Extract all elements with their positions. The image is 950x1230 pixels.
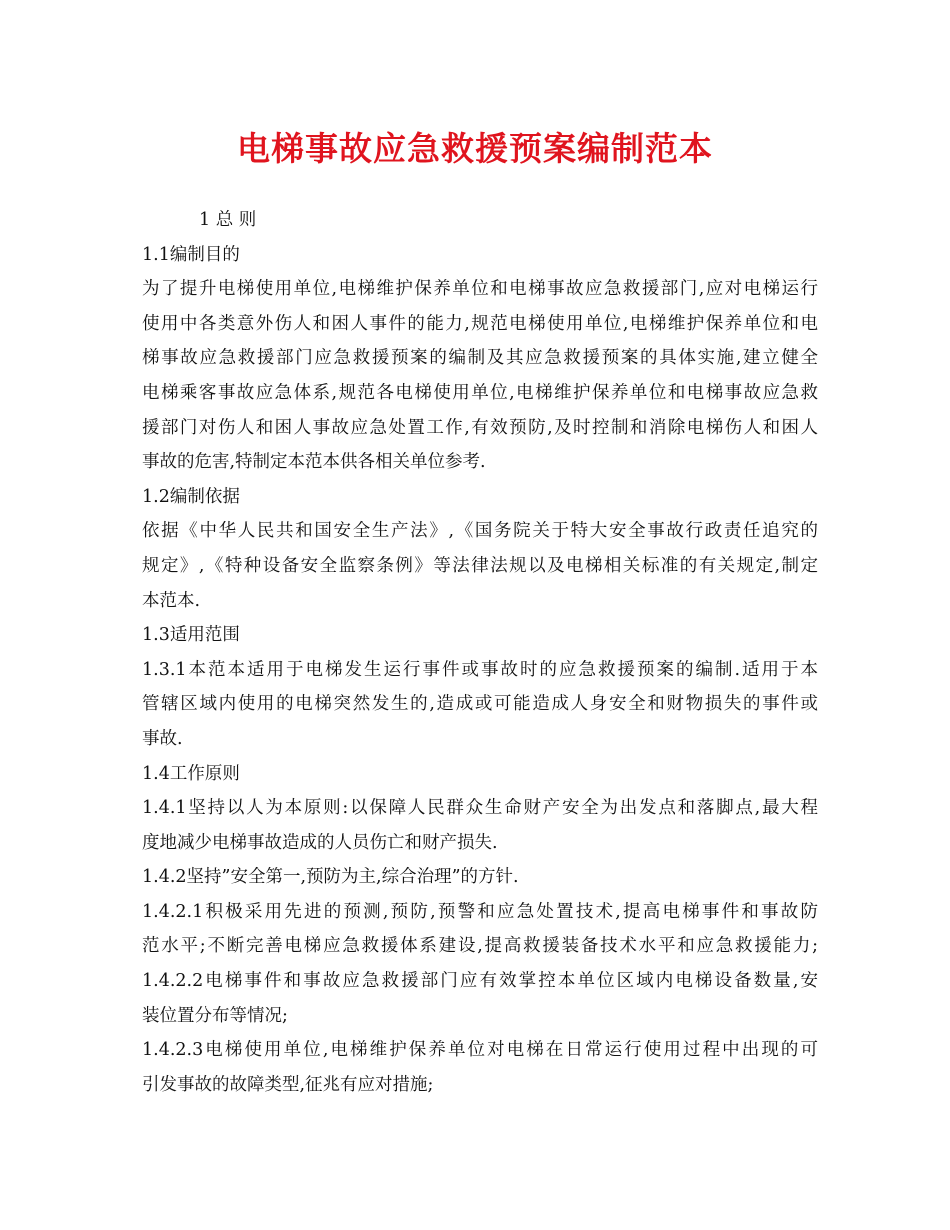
text-line: 规定》,《特种设备安全监察条例》等法律法规以及电梯相关标准的有关规定,制定	[142, 555, 818, 576]
text-line: 本范本.	[142, 590, 201, 611]
text-line: 1 总 则	[199, 210, 257, 230]
text-line: 1.1编制目的	[142, 244, 240, 265]
text-line: 引发事故的故障类型,征兆有应对措施;	[142, 1074, 434, 1095]
text-line: 度地减少电梯事故造成的人员伤亡和财产损失.	[142, 832, 498, 853]
text-line: 事故的危害,特制定本范本供各相关单位参考.	[142, 452, 486, 473]
text-line: 1.4工作原则	[142, 763, 240, 784]
text-line: 事故.	[142, 728, 183, 749]
text-line: 范水平;不断完善电梯应急救援体系建设,提高救援装备技术水平和应急救援能力;	[142, 936, 818, 957]
text-line: 1.4.2.1积极采用先进的预测,预防,预警和应急处置技术,提高电梯事件和事故防	[142, 901, 818, 922]
text-line: 使用中各类意外伤人和困人事件的能力,规范电梯使用单位,电梯维护保养单位和电	[142, 313, 818, 334]
text-line: 依据《中华人民共和国安全生产法》,《国务院关于特大安全事故行政责任追究的	[142, 521, 818, 542]
text-line: 1.4.2坚持”安全第一,预防为主,综合治理”的方针.	[142, 867, 519, 888]
text-line: 援部门对伤人和困人事故应急处置工作,有效预防,及时控制和消除电梯伤人和困人	[142, 417, 818, 438]
text-line: 装位置分布等情况;	[142, 1005, 288, 1026]
text-line: 1.3适用范围	[142, 625, 240, 646]
text-line: 1.4.2.3电梯使用单位,电梯维护保养单位对电梯在日常运行使用过程中出现的可	[142, 1040, 818, 1061]
text-line: 管辖区域内使用的电梯突然发生的,造成或可能造成人身安全和财物损失的事件或	[142, 694, 818, 715]
document-body	[142, 203, 818, 1102]
text-line: 1.4.1坚持以人为本原则:以保障人民群众生命财产安全为出发点和落脚点,最大程	[142, 798, 818, 819]
text-line: 为了提升电梯使用单位,电梯维护保养单位和电梯事故应急救援部门,应对电梯运行	[142, 279, 818, 300]
text-line: 1.2编制依据	[142, 486, 240, 507]
text-line: 梯事故应急救援部门应急救援预案的编制及其应急救援预案的具体实施,建立健全	[142, 348, 818, 369]
document-title: 电梯事故应急救援预案编制范本	[237, 129, 713, 168]
text-line: 电梯乘客事故应急体系,规范各电梯使用单位,电梯维护保养单位和电梯事故应急救	[142, 382, 818, 403]
text-line: 1.4.2.2电梯事件和事故应急救援部门应有效掌控本单位区域内电梯设备数量,安	[142, 971, 818, 992]
text-line: 1.3.1本范本适用于电梯发生运行事件或事故时的应急救援预案的编制.适用于本	[142, 659, 818, 680]
